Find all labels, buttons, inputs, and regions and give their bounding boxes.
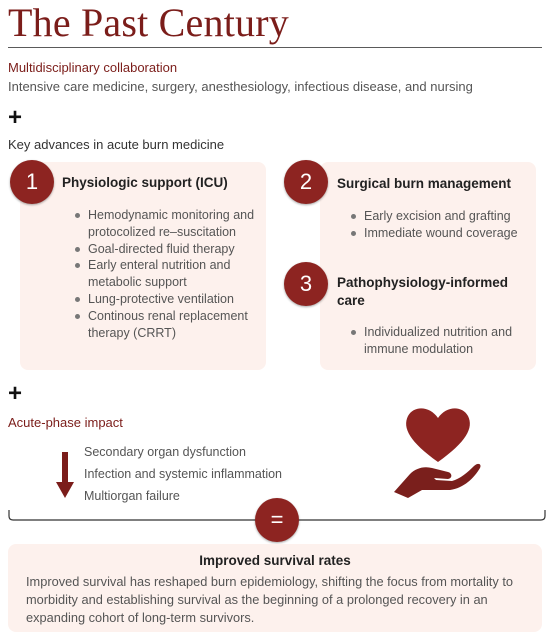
outcome-text: Improved survival has reshaped burn epidemiology, shifting the focus from mortality to morbidity and establishing survival as the beginning of a prolonged recovery in an expanding cohort of long-term survivors. <box>26 574 513 625</box>
plus-symbol-2: + <box>8 380 23 407</box>
card-3-item: Individualized nutrition and immune modulation <box>364 324 534 358</box>
card-2-list <box>348 208 544 242</box>
page-title: The Past Century <box>8 0 289 45</box>
card-1-list <box>72 207 268 341</box>
card-2-item: Early excision and grafting <box>364 208 544 225</box>
card-1-item: Lung-protective ventilation <box>88 291 268 308</box>
plus-symbol-1: + <box>8 104 23 131</box>
impact-heading: Acute-phase impact <box>8 415 123 430</box>
equals-badge: = <box>255 498 299 542</box>
card-1-item: Hemodynamic monitoring and protocolized re–suscitation <box>88 207 268 241</box>
impact-item: Infection and systemic inflammation <box>84 467 283 481</box>
impact-item: Secondary organ dysfunction <box>84 445 246 459</box>
card-2-item: Immediate wound coverage <box>364 225 544 242</box>
advances-heading: Key advances in acute burn medicine <box>8 137 225 152</box>
collaboration-heading: Multidisciplinary collaboration <box>8 60 178 75</box>
title-divider <box>8 47 542 48</box>
card-1-item: Goal-directed fluid therapy <box>88 241 268 258</box>
heart-in-hand-icon <box>390 400 490 500</box>
badge-3: 3 <box>284 262 328 306</box>
card-3-list <box>348 324 534 358</box>
outcome-title: Improved survival rates <box>199 553 351 568</box>
badge-2: 2 <box>284 160 328 204</box>
collaboration-text: Intensive care medicine, surgery, anesthesiology, infectious disease, and nursing <box>8 79 473 94</box>
card-1-item: Continous renal replacement therapy (CRRT) <box>88 308 268 342</box>
arrow-down-icon <box>54 452 76 500</box>
impact-item: Multiorgan failure <box>84 489 180 503</box>
card-2-title: Surgical burn management <box>337 176 512 191</box>
card-3-title: Pathophysiology-informed care <box>337 275 509 308</box>
card-1-item: Early enteral nutrition and metabolic support <box>88 257 268 291</box>
card-1-title: Physiologic support (ICU) <box>62 175 228 190</box>
badge-1: 1 <box>10 160 54 204</box>
